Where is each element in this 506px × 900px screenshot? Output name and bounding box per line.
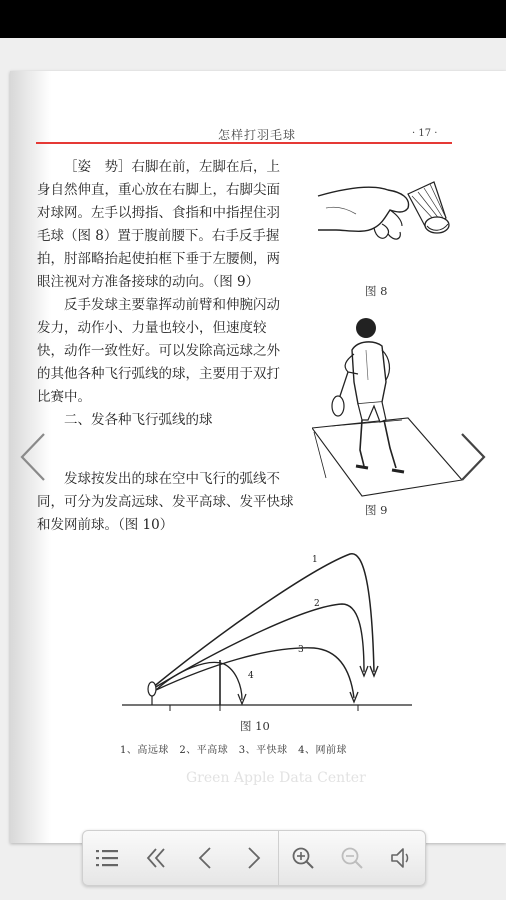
figure-9-caption: 图 9 xyxy=(365,503,388,517)
table-of-contents-button[interactable] xyxy=(83,830,132,886)
paragraph-backhand: 反手发球主要靠挥动前臂和伸腕闪动发力，动作小、力量也较小，但速度较快，动作一致性好。可以发除高远球之外的其他各种飞行弧线的球，主要用于双打比赛中。 xyxy=(37,297,280,405)
watermark-text: Green Apple Data Center xyxy=(186,770,366,786)
page-number: · 17 · xyxy=(412,128,438,139)
figure-10-caption: 图 10 xyxy=(240,719,270,733)
chevron-left-icon xyxy=(197,846,213,870)
paragraph-serve-arcs: 发球按发出的球在空中飞行的弧线不同，可分为发高远球、发平高球、发平快球和发网前球。（图 10） xyxy=(37,471,294,533)
first-page-button[interactable] xyxy=(132,830,181,886)
speaker-icon xyxy=(389,846,413,870)
paragraph-posture: ［姿 势］右脚在前，左脚在后，上身自然伸直，重心放在右脚上，右脚尖面对球网。左手以拇指、食指和中指捏住羽毛球（图 8）置于腹前腰下。右手反手握拍，肘部略抬起使拍框下垂于左腰侧，两眼注视对方准备接球的动向。（图 9） xyxy=(37,159,280,290)
chevron-right-icon xyxy=(458,430,488,484)
header-rule xyxy=(36,142,452,144)
section-heading: 二、发各种飞行弧线的球 xyxy=(64,412,213,428)
list-icon xyxy=(95,848,119,868)
body-text-top xyxy=(37,156,293,432)
body-text-bottom xyxy=(37,468,302,537)
reader-toolbar xyxy=(82,830,426,886)
chevron-left-icon xyxy=(18,430,48,484)
figure-8-caption: 图 8 xyxy=(365,284,388,298)
next-page-button[interactable] xyxy=(229,830,278,886)
figure-8 xyxy=(316,168,458,258)
figure-10 xyxy=(118,548,418,718)
previous-page-arrow[interactable] xyxy=(18,430,48,484)
zoom-out-icon xyxy=(340,846,364,870)
zoom-out-button[interactable] xyxy=(328,830,377,886)
figure-9 xyxy=(312,310,462,500)
curve-label-1: 1 xyxy=(312,555,318,565)
running-title: 怎样打羽毛球 xyxy=(218,128,297,142)
zoom-in-icon xyxy=(291,846,315,870)
curve-label-4: 4 xyxy=(248,671,254,681)
double-chevron-left-icon xyxy=(145,847,167,869)
status-bar xyxy=(0,0,506,38)
read-aloud-button[interactable] xyxy=(376,830,425,886)
next-page-arrow[interactable] xyxy=(458,430,488,484)
previous-page-button[interactable] xyxy=(180,830,229,886)
chevron-right-icon xyxy=(246,846,262,870)
curve-label-3: 3 xyxy=(298,645,304,655)
zoom-in-button[interactable] xyxy=(279,830,328,886)
curve-label-2: 2 xyxy=(314,599,320,609)
figure-10-legend: 1、高远球 2、平高球 3、平快球 4、网前球 xyxy=(120,745,347,756)
